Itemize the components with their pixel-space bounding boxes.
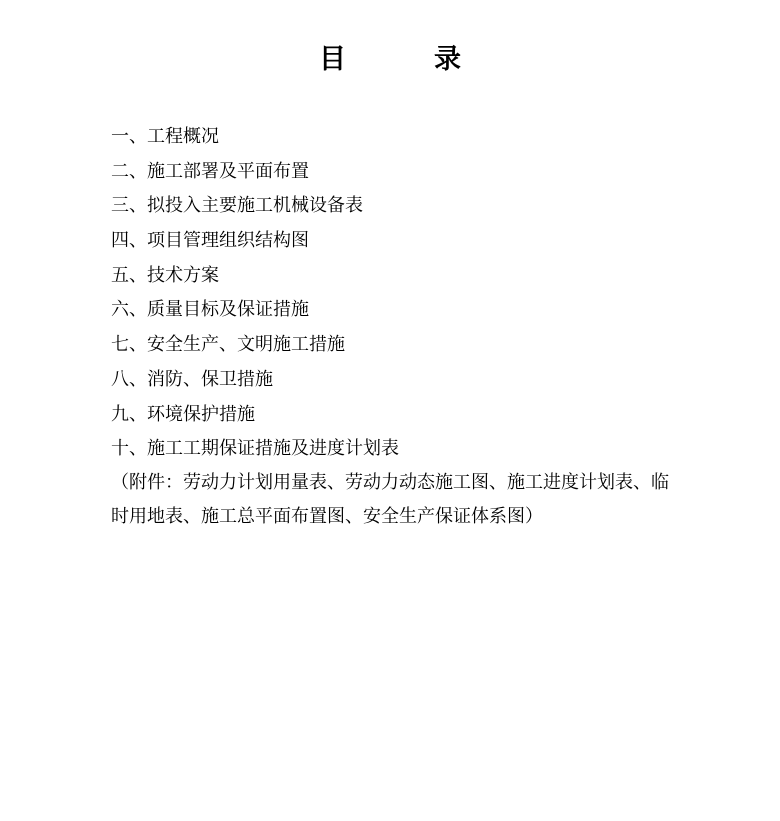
- toc-item: 九、环境保护措施: [111, 403, 255, 425]
- appendix-line: 时用地表、施工总平面布置图、安全生产保证体系图）: [111, 506, 543, 527]
- toc-item: 一、工程概况: [111, 126, 219, 147]
- title-char-right: 录: [434, 44, 461, 75]
- toc-item: 四、项目管理组织结构图: [111, 230, 309, 252]
- toc-item: 五、技术方案: [111, 264, 219, 286]
- toc-item: 二、施工部署及平面布置: [111, 160, 309, 182]
- appendix-note: [111, 466, 701, 534]
- appendix-line: （附件：劳动力计划用量表、劳动力动态施工图、施工进度计划表、临: [111, 472, 669, 493]
- toc-item: 六、质量目标及保证措施: [111, 299, 309, 321]
- page-title: [0, 40, 780, 80]
- toc-item: 八、消防、保卫措施: [111, 368, 273, 390]
- table-of-contents: [111, 120, 701, 467]
- toc-item: 十、施工工期保证措施及进度计划表: [111, 438, 399, 460]
- toc-item: 七、安全生产、文明施工措施: [111, 334, 345, 356]
- title-char-left: 目: [319, 44, 346, 75]
- toc-item: 三、拟投入主要施工机械设备表: [111, 195, 363, 217]
